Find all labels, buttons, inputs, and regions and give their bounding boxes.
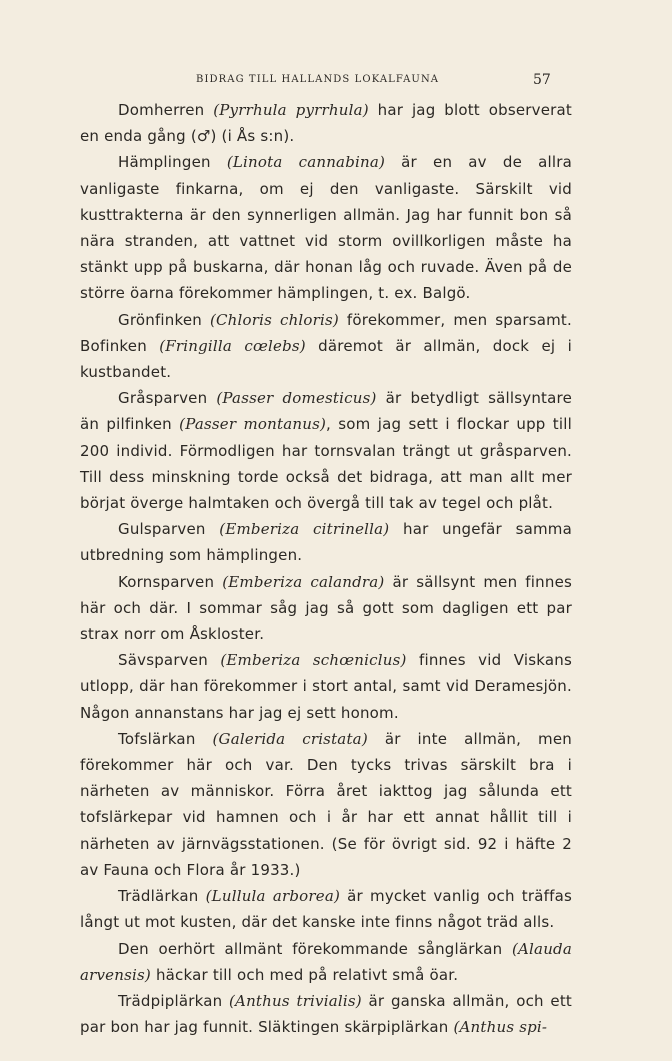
paragraph-text: Hämplingen <box>118 153 227 172</box>
paragraph-text: är inte allmän, men förekommer här och var. Den tycks trivas särskilt bra i närheten av människor. Förra året iakttog jag sålunda ett tofslärkepar vid hamnen och i år har ett annat hållit till i närheten av järnvägsstationen. (Se för övrigt sid. 92 i häfte 2 av Fauna och Flora år 1933.) <box>80 729 572 879</box>
paragraph-text: är ganska allmän, och ett par bon har jag funnit. Släktingen skärpiplärkan <box>80 991 572 1037</box>
paragraph <box>80 988 572 1040</box>
paragraph <box>80 97 572 149</box>
species-name: (Alauda arvensis) <box>80 939 572 984</box>
species-name: (Lullula arborea) <box>205 887 341 906</box>
species-name: (Anthus spi- <box>453 1018 548 1037</box>
paragraph <box>80 149 572 306</box>
paragraph-text: häckar till och med på relativt små öar. <box>150 965 459 984</box>
paragraph-text: , som jag sett i flockar upp till 200 individ. Förmodligen har tornsvalan trängt ut gråsparven. Till dess minskning torde också det bidraga, att man allt mer börjat överge halmtaken och övergå till tak av tegel och plåt. <box>80 415 572 513</box>
paragraph-text: är betydligt sällsyntare än pilfinken <box>80 389 572 434</box>
paragraph-text: Domherren <box>118 101 214 119</box>
species-name: (Emberiza calandra) <box>222 572 385 591</box>
paragraph <box>80 936 572 988</box>
paragraph-text: Sävsparven <box>118 651 221 670</box>
species-name: (Passer domesticus) <box>216 389 377 408</box>
paragraph <box>80 883 572 935</box>
paragraph-text: Bofinken <box>80 336 160 355</box>
paragraph-text: Tofslärkan <box>118 729 213 748</box>
paragraph <box>80 569 572 648</box>
page-header <box>0 72 672 94</box>
paragraph <box>80 307 572 386</box>
paragraph-text: Grönfinken <box>118 310 210 329</box>
species-name: (Emberiza citrinella) <box>219 520 390 539</box>
paragraph-text: har ungefär samma utbredning som hämplingen. <box>80 520 572 565</box>
paragraph-text: Gråsparven <box>118 389 217 408</box>
paragraph-text: finnes vid Viskans utlopp, där han förekommer i stort antal, samt vid Deramesjön. Någon annanstans har jag ej sett honom. <box>80 651 572 722</box>
species-name: (Anthus trivialis) <box>228 991 362 1010</box>
species-name: (Passer montanus) <box>179 415 327 434</box>
species-name: (Linota cannabina) <box>226 153 386 172</box>
paragraph-text: Den oerhört allmänt förekommande sånglärkan <box>118 939 512 958</box>
paragraph-text: Trädlärkan <box>118 887 206 906</box>
species-name: (Emberiza schœniclus) <box>220 651 407 670</box>
paragraph-text: är sällsynt men finnes här och där. I sommar såg jag så gott som dagligen ett par strax norr om Åskloster. <box>80 572 573 644</box>
species-name: (Chloris chloris) <box>209 310 339 329</box>
paragraph <box>80 516 572 568</box>
running-title: BIDRAG TILL HALLANDS LOKALFAUNA <box>196 74 440 85</box>
paragraph-text: förekommer, men sparsamt. <box>338 310 572 329</box>
species-name: (Pyrrhula pyrrhula) <box>213 101 369 119</box>
page-number: 57 <box>533 72 551 88</box>
paragraph <box>80 726 572 883</box>
paragraph-text: däremot är allmän, dock ej i kustbandet. <box>80 336 572 382</box>
paragraph-text: Kornsparven <box>118 572 223 591</box>
body-text <box>80 97 572 1040</box>
species-name: (Galerida cristata) <box>212 729 368 748</box>
paragraph-text: Gulsparven <box>118 520 220 539</box>
paragraph-text: är mycket vanlig och träffas långt ut mot kusten, där det kanske inte finns något träd alls. <box>80 887 572 932</box>
paragraph-text: är en av de allra vanligaste finkarna, om ej den vanligaste. Särskilt vid kusttrakterna är den synnerligen allmän. Jag har funnit bon så nära stranden, att vattnet vid storm ovillkorligen måste ha stänkt upp på buskarna, där honan låg och ruvade. Även på de större öarna förekommer hämplingen, t. ex. Balgö. <box>80 153 572 303</box>
paragraph-text: Trädpiplärkan <box>118 991 229 1010</box>
species-name: (Fringilla cœlebs) <box>159 336 306 355</box>
paragraph <box>80 385 572 516</box>
paragraph-text: har jag blott observerat en enda gång (♂) (i Ås s:n). <box>80 101 572 146</box>
paragraph <box>80 647 572 726</box>
